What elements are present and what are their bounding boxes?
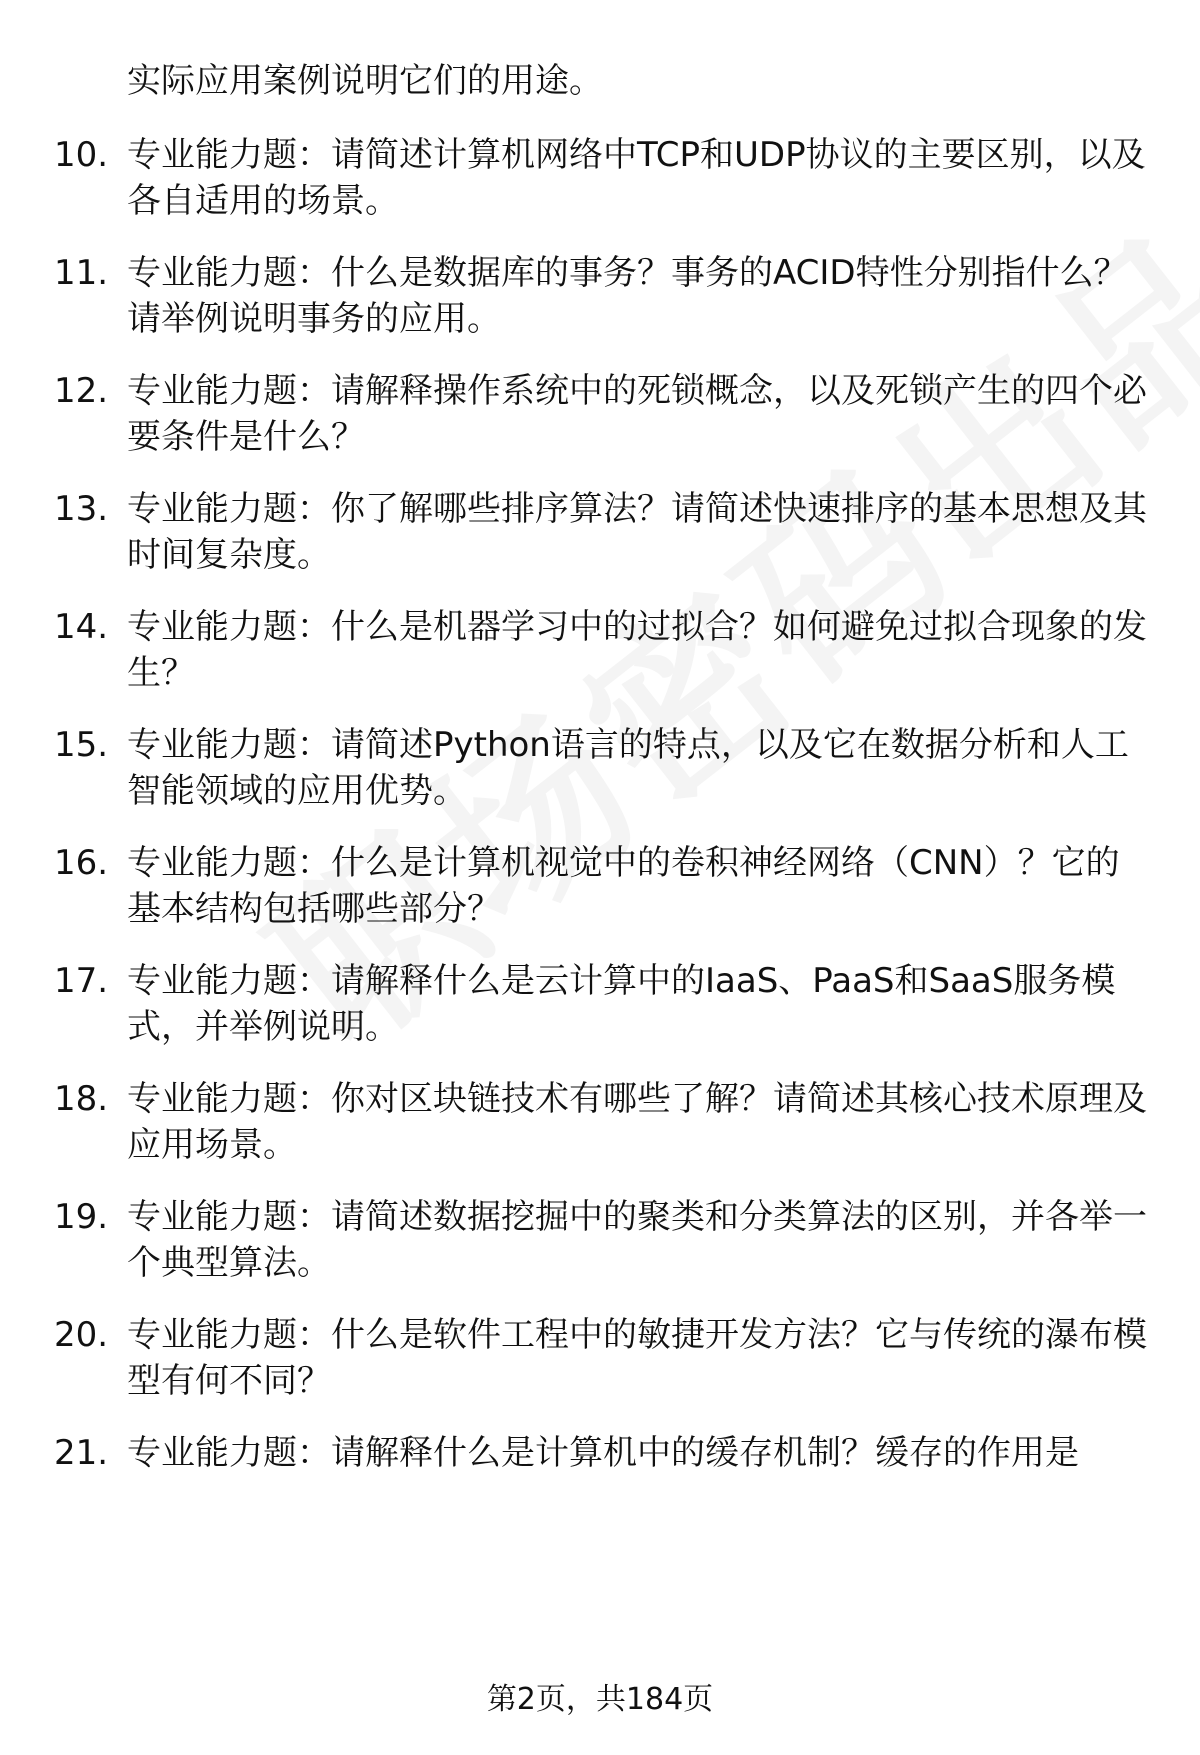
question-text: 专业能力题：什么是数据库的事务？事务的ACID特性分别指什么？请举例说明事务的应用。 — [127, 253, 1128, 339]
question-number: 19. — [54, 1197, 109, 1237]
question-number: 16. — [54, 843, 109, 883]
question-number: 12. — [54, 371, 109, 411]
question-text: 专业能力题：你了解哪些排序算法？请简述快速排序的基本思想及其时间复杂度。 — [127, 489, 1147, 575]
question-text: 专业能力题：什么是计算机视觉中的卷积神经网络（CNN）？它的基本结构包括哪些部分？ — [127, 843, 1120, 929]
question-number: 21. — [54, 1433, 109, 1473]
question-number: 13. — [54, 489, 109, 529]
continuation-text: 实际应用案例说明它们的用途。 — [127, 61, 603, 101]
question-number: 11. — [54, 253, 109, 293]
question-number: 14. — [54, 607, 109, 647]
question-number: 20. — [54, 1315, 109, 1355]
question-text: 专业能力题：请简述计算机网络中TCP和UDP协议的主要区别，以及各自适用的场景。 — [127, 135, 1146, 221]
question-text: 专业能力题：请解释操作系统中的死锁概念，以及死锁产生的四个必要条件是什么？ — [127, 371, 1147, 457]
question-number: 15. — [54, 725, 109, 765]
question-text: 专业能力题：什么是机器学习中的过拟合？如何避免过拟合现象的发生？ — [127, 607, 1147, 693]
question-text: 专业能力题：请解释什么是云计算中的IaaS、PaaS和SaaS服务模式，并举例说明。 — [127, 961, 1116, 1047]
question-number: 17. — [54, 961, 109, 1001]
question-number: 18. — [54, 1079, 109, 1119]
question-number: 10. — [54, 135, 109, 175]
question-text: 专业能力题：请解释什么是计算机中的缓存机制？缓存的作用是 — [127, 1433, 1079, 1473]
question-text: 专业能力题：你对区块链技术有哪些了解？请简述其核心技术原理及应用场景。 — [127, 1079, 1147, 1165]
question-text: 专业能力题：什么是软件工程中的敏捷开发方法？它与传统的瀑布模型有何不同？ — [127, 1315, 1147, 1401]
question-text: 专业能力题：请简述数据挖掘中的聚类和分类算法的区别，并各举一个典型算法。 — [127, 1197, 1147, 1283]
page-footer: 第2页，共184页 — [486, 1682, 714, 1717]
question-text: 专业能力题：请简述Python语言的特点，以及它在数据分析和人工智能领域的应用优势。 — [127, 725, 1129, 811]
